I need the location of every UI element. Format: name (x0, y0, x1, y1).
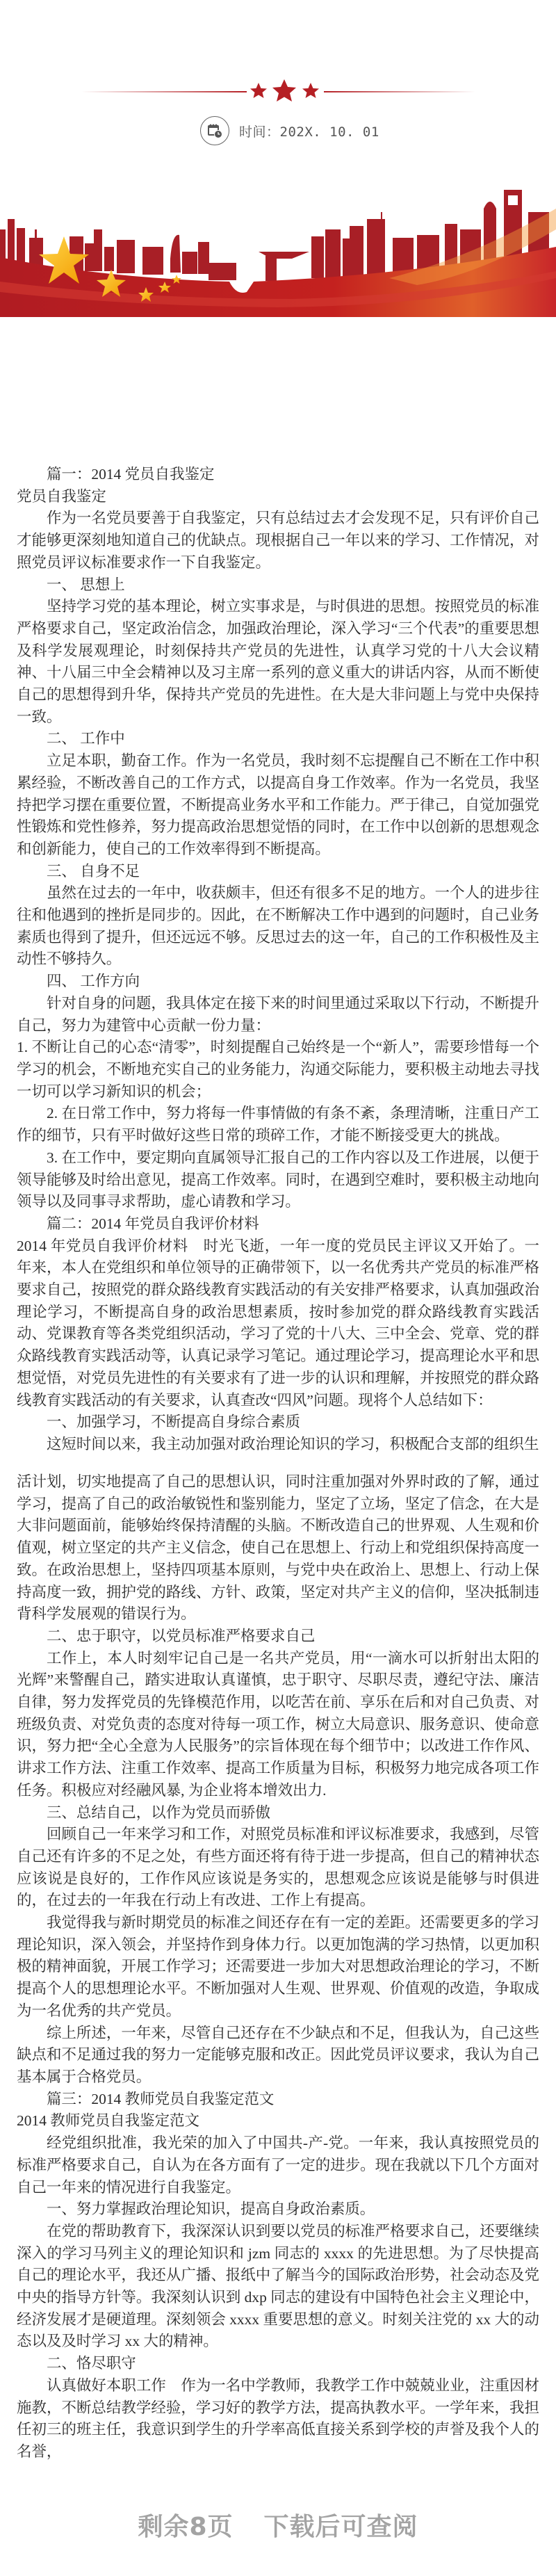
calendar-clock-icon (200, 116, 229, 145)
star-icon (272, 79, 296, 102)
remaining-pages-count: 剩余8页 (138, 2513, 234, 2541)
paragraph: 虽然在过去的一年中，收获颇丰，但还有很多不足的地方。一个人的进步往往和他遇到的挫折是同步的。因此，在不断解决工作中遇到的问题时，自己业务素质也得到了提升，但还远远不够。反思过去的这一年，自己的工作积极性及主动性不够持久。 (17, 884, 539, 968)
paragraph: 2. 在日常工作中，努力将每一件事情做的有条不紊，条理清晰，注重日产工作的细节，只有平时做好这些日常的琐碎工作，才能不断接受更大的挑战。 (17, 1105, 539, 1144)
tower-window (508, 195, 518, 205)
paragraph: 篇三：2014 教师党员自我鉴定范文 (46, 2090, 275, 2107)
document-page-1-text (17, 464, 539, 1456)
paragraph: 2014 教师党员自我鉴定范文 (17, 2112, 199, 2130)
paragraph: 活计划，切实地提高了自己的思想认识，同时注重加强对外界时政的了解，通过学习，提高了自己的政治敏锐性和鉴别能力，坚定了立场，坚定了信念，在大是大非问题面前，能够始终保持清醒的头脑。不断改造自己的世界观、人生观和价值观，树立坚定的共产主义信念，使自己在思想上、行动上和党组织保持高度一致。在政治思想上，坚持四项基本原则，与党中央在政治上、思想上、行动上保持高度一致，拥护党的路线、方针、政策，坚定对共产主义的信仰，坚决抵制违背科学发展观的错误行为。 (17, 1473, 539, 1623)
date-row (200, 115, 379, 146)
paragraph: 二、 工作中 (46, 730, 125, 747)
paragraph: 一、 思想上 (46, 576, 125, 593)
paragraph: 认真做好本职工作 作为一名中学教师，我教学工作中兢兢业业，注重因材施教，不断总结教学经验，学习好的教学方法，提高执教水平。一学年来，我担任初三的班主任，我意识到学生的升学率高低直接关系到学校的声誉及我个人的名誉， (17, 2376, 539, 2460)
paragraph: 3. 在工作中，要定期向直属领导汇报自己的工作内容以及工作进展，以便于领导能够及时给出意见，提高工作效率。同时，在遇到空难时，要积极主动地向领导以及同事寻求帮助，虚心请教和学习。 (17, 1149, 539, 1210)
divider-with-stars (81, 79, 475, 102)
paragraph: 回顾自己一年来学习和工作，对照党员标准和评议标准要求，我感到，尽管自己还有许多的不足之处，有些方面还将有待于进一步提高，但自己的精神状态应该说是良好的，工作作风应该说是务实的，思想观念应该说是能够与时俱进的，在过去的一年我在行动上有改进、工作上有提高。 (17, 1826, 539, 1909)
paragraph: 二、忠于职守，以党员标准严格要求自己 (46, 1627, 316, 1644)
remaining-pages-notice[interactable] (0, 2507, 556, 2543)
paragraph: 党员自我鉴定 (17, 487, 106, 505)
paragraph: 经党组织批准，我光荣的加入了中国共-产-党。一年来，我认真按照党员的标准严格要求自己，自认为在各方面有了一定的进步。现在我就以下几个方面对自己一年来的情况进行自我鉴定。 (17, 2134, 539, 2196)
star-icon (302, 83, 319, 98)
paragraph: 我觉得我与新时期党员的标准之间还存在有一定的差距。还需要更多的学习理论知识，深入领会，并坚持作到身体力行。以更加饱满的学习热情，以更加积极的精神面貌，开展工作学习；还需要进一步加大对思想政治理论的学习，不断提高个人的思想理论水平。不断加强对人生观、世界观、价值观的改造，争取成为一名优秀的共产党员。 (17, 1914, 539, 2019)
paragraph: 篇二：2014 年党员自我评价材料 (46, 1215, 259, 1232)
paragraph: 二、恪尽职守 (46, 2355, 136, 2372)
paragraph: 这短时间以来，我主动加强对政治理论知识的学习，积极配合支部的组织生 (46, 1435, 539, 1452)
paragraph: 2014 年党员自我评价材料 时光飞逝，一年一度的党员民主评议又开始了。一年来，本人在党组织和单位领导的正确带领下，以一名优秀共产党员的标准严格要求自己，按照党的群众路线教育实践活动的有关安排严格要求，认真加强政治理论学习，不断提高自身的政治思想素质，按时参加党的群众路线教育实践活动、党课教育等各类党组织活动，学习了党的十八大、三中全会、党章、党的群众路线教育实践活动等，认真记录学习笔记。通过理论学习，提高理论水平和思想觉悟，对党员先进性的有关要求有了进一步的认识和理解，并按照党的群众路线教育实践活动的有关要求，认真查改“四风”问题。现将个人总结如下： (17, 1237, 539, 1409)
document-date: 时间：202X. 10. 01 (239, 124, 379, 140)
paragraph: 在党的帮助教育下，我深深认识到要以党员的标准严格要求自己，还要继续深入的学习马列主义的理论知识和 jzm 同志的 xxxx 的先进思想。为了尽快提高自己的理论水平，我还从广播、报纸中了解当今的国际政治形势，社会动态及党中央的指导方针等。我深刻认识到 dxp 同志的建设有中国特色社会主义理论中，经济发展才是硬道理。深刻领会 xxxx 重要思想的意义。时刻关注党的 xx 大的动态以及及时学习 xx 大的精神。 (17, 2222, 539, 2350)
paragraph: 针对自身的问题，我具体定在接下来的时间里通过采取以下行动，不断提升自己，努力为建管中心贡献一份力量： (17, 994, 539, 1034)
paragraph: 一、加强学习，不断提高自身综合素质 (46, 1413, 300, 1431)
paragraph: 篇一：2014 党员自我鉴定 (46, 466, 215, 483)
paragraph: 作为一名党员要善于自我鉴定，只有总结过去才会发现不足，只有评价自己才能够更深刻地知道自己的优缺点。现根据自己一年以来的学习、工作情况，对照党员评议标准要求作一下自我鉴定。 (17, 510, 539, 571)
paragraph: 三、总结自己，以作为党员而骄傲 (46, 1804, 270, 1821)
paragraph: 四、 工作方向 (46, 973, 140, 990)
star-icon (250, 83, 267, 98)
paragraph: 三、 自身不足 (46, 862, 140, 880)
paragraph: 工作上，本人时刻牢记自己是一名共产党员，用“一滴水可以折射出太阳的光辉”来警醒自己，踏实进取认真谨慎，忠于职守、尽职尽责，遵纪守法、廉洁自律，努力发挥党员的先锋模范作用，以吃苦在前、享乐在后和对自己负责、对班级负责、对党负责的态度对待每一项工作，树立大局意识、服务意识、使命意识，努力把“全心全意为人民服务”的宗旨体现在每个细节中；以改进工作作风、讲求工作方法、注重工作效率、提高工作质量为目标，积极努力地完成各项工作任务。积极应对经融风暴, 为企业将本增效出力. (17, 1649, 539, 1799)
document-page-2-text (17, 1471, 539, 2463)
download-prompt: 下载后可查阅 (263, 2513, 418, 2541)
paragraph: 综上所述，一年来，尽管自己还存在不少缺点和不足，但我认为，自己这些缺点和不足通过我的努力一定能够克服和改正。因此党员评议要求，我认为自己基本属于合格党员。 (17, 2024, 539, 2085)
paragraph: 一、努力掌握政治理论知识，提高自身政治素质。 (46, 2201, 375, 2218)
header-banner (0, 0, 556, 327)
paragraph: 1. 不断让自己的心态“清零”，时刻提醒自己始终是一个“新人”，需要珍惜每一个学习的机会，不断地充实自己的业务能力，沟通交际能力，要积极主动地去寻找一切可以学习新知识的机会； (17, 1039, 539, 1100)
paragraph: 立足本职，勤奋工作。作为一名党员，我时刻不忘提醒自己不断在工作中积累经验，不断改善自己的工作方式，以提高自身工作效率。作为一名党员，我坚持把学习摆在重要位置，不断提高业务水平和工作能力。严于律己，自觉加强党性锻炼和党性修养，努力提高政治思想觉悟的同时，在工作中以创新的思想观念和创新能力，使自己的工作效率得到不断提高。 (17, 752, 539, 857)
paragraph: 坚持学习党的基本理论，树立实事求是，与时俱进的思想。按照党员的标准严格要求自己，坚定政治信念，加强政治理论，深入学习“三个代表”的重要思想及科学发展观理论，时刻保持共产党员的先进性，认真学习党的十八大会议精神、十八届三中全会精神以及习主席一系列的意义重大的讲话内容，从而不断使自己的思想得到升华，保持共产党员的先进性。在大是大非问题上与党中央保持一致。 (17, 598, 539, 725)
